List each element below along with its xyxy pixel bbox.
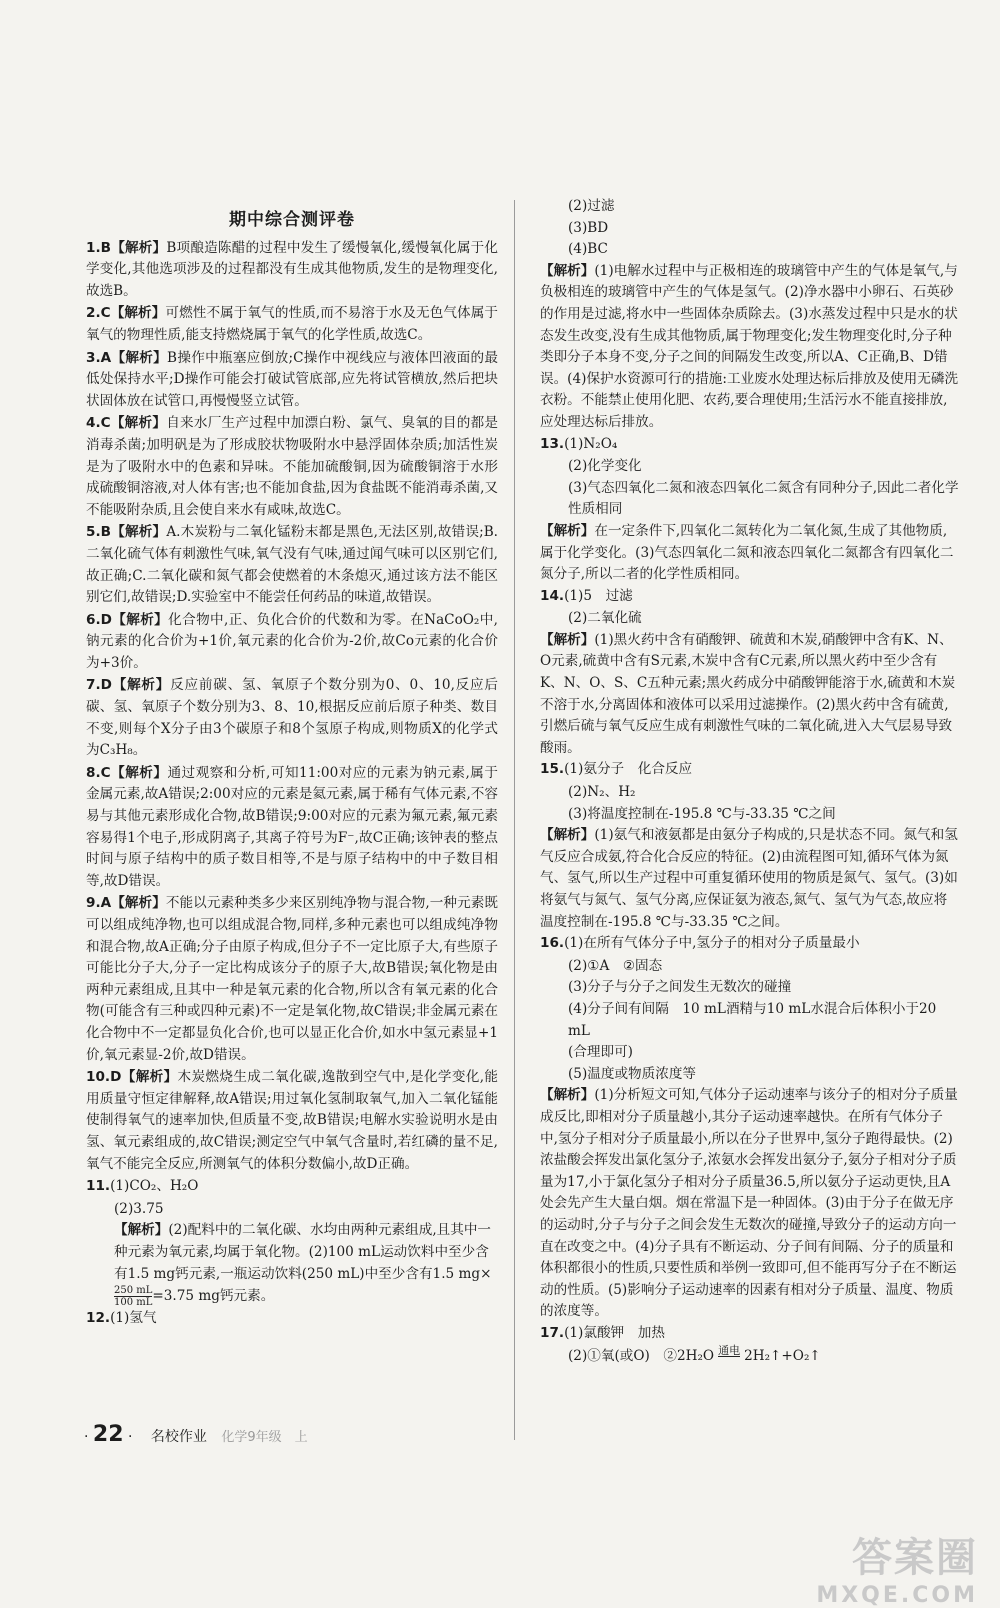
explanation-label: 【解析】 <box>540 631 595 648</box>
question-number: 9. <box>86 895 101 912</box>
answer-part: (2)3.75 <box>114 1200 164 1217</box>
question-13 <box>540 434 960 456</box>
question-number: 4. <box>86 415 101 432</box>
answer-list-right <box>540 434 960 1323</box>
condition-text: 通电 <box>718 1344 741 1358</box>
question-number: 13. <box>540 435 565 452</box>
reaction-condition <box>718 1345 740 1368</box>
explanation-text: 木炭燃烧生成二氧化碳,逸散到空气中,是化学变化,能用质量守恒定律解释,故A错误;用过氧化氢制取氧气,加入二氧化锰能使制得氧气的速率加快,但质量不变,故B错误;电解水实验说明水是由氢、氧元素组成的,故C错误;测定空气中氧气含量时,若红磷的量不足,氧气不能完全反应,所测氧气的体积分数偏小,故D正确。 <box>86 1069 498 1172</box>
page-title: 期中综合测评卷 <box>229 210 355 230</box>
question-number: 16. <box>540 935 565 952</box>
answer-part: (1)在所有气体分子中,氢分子的相对分子质量最小 <box>564 935 860 952</box>
question-6 <box>86 610 498 675</box>
answer-choice: B <box>100 239 111 256</box>
answer-part: (2)过滤 <box>568 198 615 214</box>
explanation-text: (1)黑火药中含有硝酸钾、硫黄和木炭,硝酸钾中含有K、N、O元素,硫黄中含有S元素,木炭中含有C元素,所以黑火药中至少含有K、N、O、S、C五种元素;黑火药成分中硝酸钾能溶于水,硫黄和木炭不溶于水,分离固体和液体可以采用过滤操作。(2)黑火药中含有硫黄,引燃后硫与氧气反应生成有刺激性气味的二氧化硫,进入大气层易导致酸雨。 <box>540 631 956 756</box>
answer-part <box>540 1345 960 1368</box>
explanation-label: 【解析】 <box>110 305 166 322</box>
fraction <box>114 1285 152 1308</box>
question-number: 15. <box>540 761 565 778</box>
watermark-text: 答案圈 <box>852 1535 978 1581</box>
answer-part: (3)分子与分子之间发生无数次的碰撞 <box>568 979 792 996</box>
question-number: 8. <box>86 764 101 781</box>
explanation-label: 【解析】 <box>110 415 167 432</box>
explanation-label: 【解析】 <box>111 611 169 628</box>
explanation-label: 【解析】 <box>111 677 171 694</box>
explanation-text: 在一定条件下,四氧化二氮转化为二氧化氮,生成了其他物质,属于化学变化。(3)气态四氧化二氮和液态四氧化二氮都含有四氧化二氮分子,所以二者的化学性质相同。 <box>540 522 954 583</box>
question-1 <box>86 238 498 303</box>
answer-part: (2)N₂、H₂ <box>568 784 636 801</box>
fraction-denominator: 100 mL <box>114 1297 153 1309</box>
answer-part: (1)氯酸钾 加热 <box>564 1324 665 1341</box>
answer-choice: C <box>100 415 111 432</box>
left-column <box>86 196 498 1331</box>
explanation-text: (1)电解水过程中与正极相连的玻璃管中产生的气体是氧气,与负极相连的玻璃管中产生的气体是氢气。(2)净水器中小卵石、石英砂的作用是过滤,将水中一些固体杂质除去。(3)水蒸发过程中只是水的状态发生改变,没有生成其他物质,属于物理变化;发生物理变化时,分子种类即分子本身不变,分子之间的间隔发生改变,所以A、C正确,B、D错误。(4)保护水资源可行的措施:工业废水处理达标后排放及使用无磷洗衣粉。不能禁止使用化肥、农药,要合理使用;生活污水不能直接排放,应处理达标后排放。 <box>540 262 959 430</box>
explanation-text: (1)分析短文可知,气体分子运动速率与该分子的相对分子质量成反比,即相对分子质量越小,其分子运动速率越快。在所有气体分子中,氢分子相对分子质量最小,所以在分子世界中,氢分子跑得最快。(2)浓盐酸会挥发出氯化氢分子,浓氨水会挥发出氨分子,氨分子相对分子质量为17,小于氯化氢分子相对分子质量36.5,所以氨分子运动更快,且A处会先产生大量白烟。烟在常温下是一种固体。(3)由于分子在做无序的运动时,分子与分子之间会发生无数次的碰撞,导致分子的运动方向一直在改变之中。(4)分子具有不断运动、分子间有间隔、分子的质量和体积都很小的性质,只要性质和举例一致即可,但不能再写分子在不断运动的性质。(5)影响分子运动速率的因素有相对分子质量、温度、物质的浓度等。 <box>540 1087 958 1320</box>
explanation-15 <box>540 825 960 933</box>
explanation-16 <box>540 1085 960 1323</box>
answer-part: (3)BD <box>568 219 609 236</box>
explanation-label: 【解析】 <box>540 522 595 539</box>
explanation-text: A.木炭粉与二氧化锰粉末都是黑色,无法区别,故错误;B.二氧化硫气体有刺激性气味,氧气没有气味,通过闻气味可以区别它们,故正确;C.二氧化碳和氮气都会使燃着的木条熄灭,通过该方法不能区别它们,故错误;D.实验室中不能尝任何药品的味道,故错误。 <box>86 524 499 606</box>
question-15 <box>540 759 960 781</box>
explanation-label: 【解析】 <box>540 1087 595 1104</box>
answer-part: (1)氨分子 化合反应 <box>564 761 693 778</box>
answer-choice: A <box>100 895 112 912</box>
question-16 <box>540 933 960 955</box>
right-column <box>540 196 960 1368</box>
answer-choice: D <box>110 1069 122 1086</box>
watermark-logo <box>816 1526 978 1608</box>
fraction-numerator: 250 mL <box>114 1285 153 1297</box>
column-divider <box>514 200 515 1440</box>
answer-part: (4)分子间有间隔 10 mL酒精与10 mL水混合后体积小于20 mL <box>568 1000 937 1039</box>
question-number: 12. <box>86 1310 111 1327</box>
question-17 <box>540 1323 960 1345</box>
answer-choice: B <box>100 524 111 541</box>
explanation-label: 【解析】 <box>111 239 167 256</box>
explanation-text: B操作中瓶塞应倒放;C操作中视线应与液体凹液面的最低处保持水平;D操作可能会打破试管底部,应先将试管横放,然后把块状固体放在试管口,再慢慢竖立试管。 <box>86 349 498 409</box>
question-number: 2. <box>86 305 101 322</box>
explanation-text: (1)氨气和液氨都是由氨分子构成的,只是状态不同。氮气和氢气反应合成氨,符合化合反应的特征。(2)由流程图可知,循环气体为氮气、氢气,所以生产过程中可重复循环使用的物质是氮气、氢气。(3)如将氨气与氮气、氢气分离,应保证氨为液态,氮气、氢气为气态,故应将温度控制在-195.8 ℃与-33.35 ℃之间。 <box>540 827 958 930</box>
explanation-label: 【解析】 <box>114 1222 169 1239</box>
answer-part: (3)将温度控制在-195.8 ℃与-33.35 ℃之间 <box>568 805 836 822</box>
answer-part: (1)CO₂、H₂O <box>110 1178 199 1195</box>
question-5 <box>86 522 498 608</box>
question-number: 3. <box>86 349 101 366</box>
answer-part: (5)温度或物质浓度等 <box>568 1065 697 1082</box>
explanation-text: =3.75 mg钙元素。 <box>152 1288 275 1305</box>
question-8 <box>86 763 498 893</box>
watermark-url: MXQE.COM <box>816 1583 978 1608</box>
page-footer: · 22 · 名校作业 化学9年级 上 <box>84 1422 308 1447</box>
explanation-label: 【解析】 <box>111 349 168 366</box>
question-10 <box>86 1067 498 1175</box>
explanation-13 <box>540 521 960 586</box>
question-number: 5. <box>86 524 101 541</box>
equation-right: 2H₂↑+O₂↑ <box>744 1348 821 1365</box>
answer-part: (合理即可) <box>568 1044 633 1061</box>
answer-part: (1)N₂O₄ <box>564 435 618 452</box>
question-number: 7. <box>86 677 101 694</box>
question-12 <box>86 1308 498 1330</box>
question-3 <box>86 348 498 413</box>
explanation-14 <box>540 630 960 760</box>
explanation-text: (2)配料中的二氧化碳、水均由两种元素组成,且其中一种元素为氧元素,均属于氧化物。(2)100 mL运动饮料中至少含有1.5 mg钙元素,一瓶运动饮料(250 mL)中至少含有1.5 mg× <box>114 1222 492 1282</box>
explanation-label: 【解析】 <box>111 524 167 541</box>
answer-part: (1)氢气 <box>110 1310 157 1327</box>
answer-list-left <box>86 238 498 1176</box>
question-9 <box>86 893 498 1066</box>
question-12-continued <box>540 196 960 261</box>
answer-part: (2)化学变化 <box>568 458 642 475</box>
question-7 <box>86 675 498 761</box>
answer-choice: D <box>100 677 112 694</box>
page-number: 22 <box>92 1422 124 1447</box>
question-number: 6. <box>86 611 101 628</box>
explanation-label: 【解析】 <box>540 262 595 279</box>
explanation-text: B项酿造陈醋的过程中发生了缓慢氧化,缓慢氧化属于化学变化,其他选项涉及的过程都没有生成其他物质,发生的是物理变化,故选B。 <box>86 239 499 299</box>
explanation-text: 反应前碳、氢、氧原子个数分别为0、0、10,反应后碳、氢、氧原子个数分别为3、8、10,根据反应前后原子种类、数目不变,则每个X分子由3个碳原子和8个氢原子构成,则物质X的化学式为C₃H₈。 <box>86 677 498 759</box>
question-number: 10. <box>86 1069 111 1086</box>
explanation-label: 【解析】 <box>121 1069 178 1086</box>
answer-part: (2)二氧化硫 <box>568 610 642 627</box>
subject-grade: 化学9年级 上 <box>221 1430 308 1445</box>
explanation-text: 自来水厂生产过程中加漂白粉、氯气、臭氧的目的都是消毒杀菌;加明矾是为了形成胶状物吸附水中悬浮固体杂质;加活性炭是为了吸附水中的色素和异味。不能加硫酸铜,因为硫酸铜溶于水形成硫酸铜溶液,对人体有害;也不能加食盐,因为食盐既不能消毒杀菌,又不能吸附杂质,且会使自来水有咸味,故选C。 <box>86 415 499 518</box>
answer-choice: A <box>100 349 112 366</box>
explanation-text: 化合物中,正、负化合价的代数和为零。在NaCoO₂中,钠元素的化合价为+1价,氧元素的化合价为-2价,故Co元素的化合价为+3价。 <box>86 611 499 671</box>
question-11 <box>86 1176 498 1198</box>
answer-part: (1)5 过滤 <box>564 587 633 604</box>
explanation-label: 【解析】 <box>540 827 595 844</box>
question-number: 14. <box>540 587 565 604</box>
question-4 <box>86 413 498 521</box>
book-name: 名校作业 <box>150 1429 207 1445</box>
answer-choice: C <box>100 305 111 322</box>
answer-part: (2)①A ②固态 <box>568 957 663 974</box>
explanation-label: 【解析】 <box>111 895 166 912</box>
answer-part: (3)气态四氧化二氮和液态四氧化二氮含有同种分子,因此二者化学性质相同 <box>568 479 959 518</box>
explanation-11 <box>86 1220 498 1308</box>
answer-choice: D <box>100 611 112 628</box>
explanation-text: 通过观察和分析,可知11:00对应的元素为钠元素,属于金属元素,故A错误;2:00对应的元素是氦元素,属于稀有气体元素,不容易与其他元素形成化合物,故B错误;9:00对应的元素为氟元素,氟元素容易得1个电子,形成阴离子,其离子符号为F⁻,故C正确;该钟表的整点时间与原子结构中的质子数目相等,不是与原子结构中的中子数目相等,故D错误。 <box>86 764 498 889</box>
equation-left: (2)①氧(或O) ②2H₂O <box>568 1348 715 1365</box>
explanation-text: 可燃性不属于氧气的性质,而不易溶于水及无色气体属于氧气的物理性质,能支持燃烧属于氧气的化学性质,故选C。 <box>86 305 498 343</box>
explanation-text: 不能以元素种类多少来区别纯净物与混合物,一种元素既可以组成纯净物,也可以组成混合物,同样,多种元素也可以组成纯净物和混合物,故A正确;分子由原子构成,但分子不一定比原子大,有些原子可能比分子大,分子一定比构成该分子的原子大,故B错误;氧化物是由两种元素组成,且其中一种是氧元素的化合物,所以含有氧元素的化合物(可能含有三种或四种元素)不一定是氧化物,故C错误;非金属元素在化合物中不一定都显负化合价,也可以显正化合价,如水中氢元素显+1价,氧元素显-2价,故D错误。 <box>86 895 498 1063</box>
question-number: 11. <box>86 1178 111 1195</box>
question-14 <box>540 586 960 608</box>
answer-part: (4)BC <box>568 241 608 258</box>
question-number: 17. <box>540 1324 565 1341</box>
explanation-12 <box>540 261 960 434</box>
question-2 <box>86 303 498 346</box>
explanation-label: 【解析】 <box>110 764 168 781</box>
question-number: 1. <box>86 239 101 256</box>
answer-choice: C <box>100 764 111 781</box>
